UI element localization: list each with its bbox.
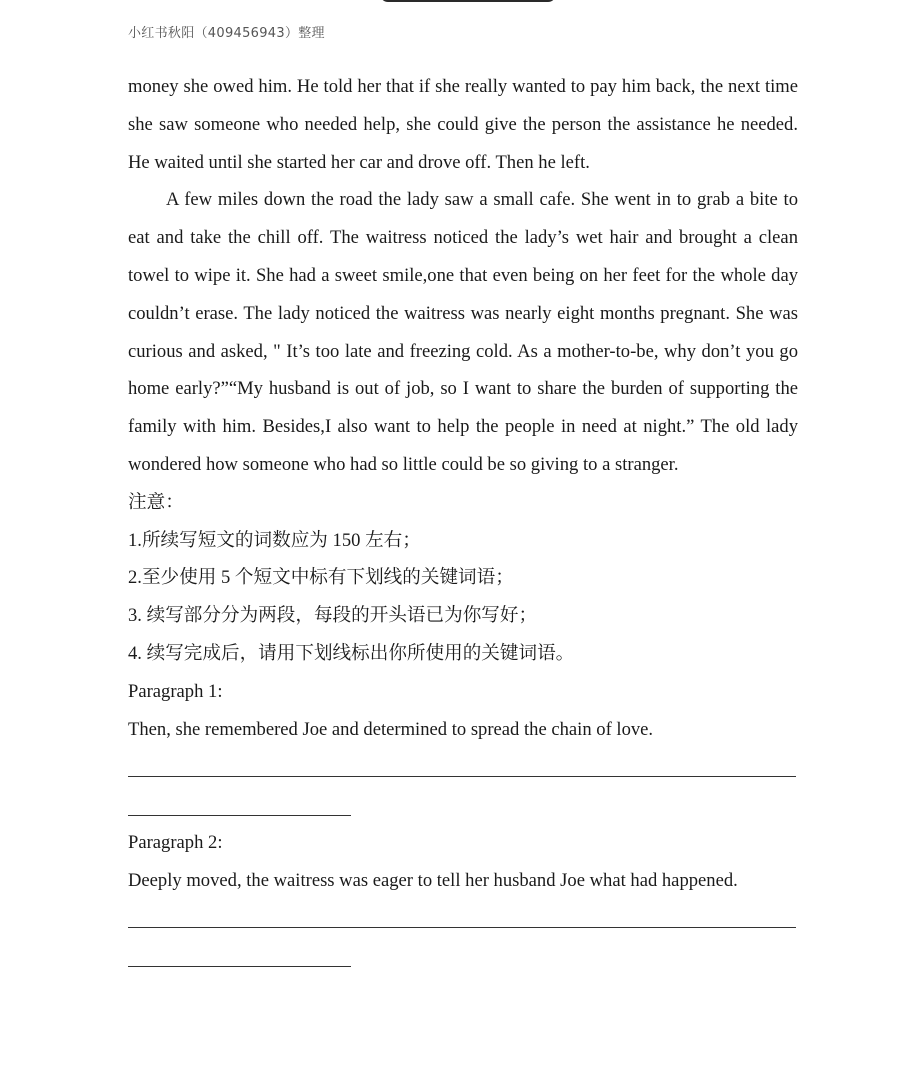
paragraph-2-label: Paragraph 2: — [128, 831, 223, 853]
document-body — [128, 68, 798, 975]
answer-line-4 — [128, 937, 798, 975]
notes-heading: 注意： — [128, 491, 184, 513]
answer-line-2 — [128, 786, 798, 824]
note-item-1: 1.所续写短文的词数应为 150 左右； — [128, 529, 421, 551]
passage-paragraph-2: A few miles down the road the lady saw a small cafe. She went in to grab a bite to eat and take the chill off. The waitress noticed the lady’s wet hair and brought a clean towel to wipe it. She had a sweet smile,one that even being on her feet for the whole day couldn’t erase. The lady noticed the waitress was nearly eight months pregnant. She was curious and asked, " It’s too late and freezing cold. As a mother-to-be, why don’t you go home early?”“My husband is out of job, so I want to share the burden of supporting the family with him. Besides,I also want to help the people in need at night.” The old lady wondered how someone who had so little could be so giving to a stranger. — [128, 189, 798, 475]
note-item-4: 4. 续写完成后，请用下划线标出你所使用的关键词语。 — [128, 642, 575, 664]
header-attribution: 小红书秋阳（409456943）整理 — [128, 26, 325, 41]
note-item-3: 3. 续写部分分为两段，每段的开头语已为你写好； — [128, 605, 538, 627]
answer-line-1 — [128, 748, 798, 786]
answer-line-3 — [128, 900, 798, 938]
paragraph-1-label: Paragraph 1: — [128, 680, 223, 702]
paragraph-1-opening: Then, she remembered Joe and determined to spread the chain of love. — [128, 718, 654, 740]
note-item-2: 2.至少使用 5 个短文中标有下划线的关键词语； — [128, 567, 514, 589]
passage-paragraph-1: money she owed him. He told her that if she really wanted to pay him back, the next time she saw someone who needed help, she could give the person the assistance he needed. He waited until she started her car and drove off. Then he left. — [128, 76, 798, 173]
paragraph-2-opening: Deeply moved, the waitress was eager to tell her husband Joe what had happened. — [128, 869, 738, 891]
viewer-top-tab — [380, 0, 556, 2]
